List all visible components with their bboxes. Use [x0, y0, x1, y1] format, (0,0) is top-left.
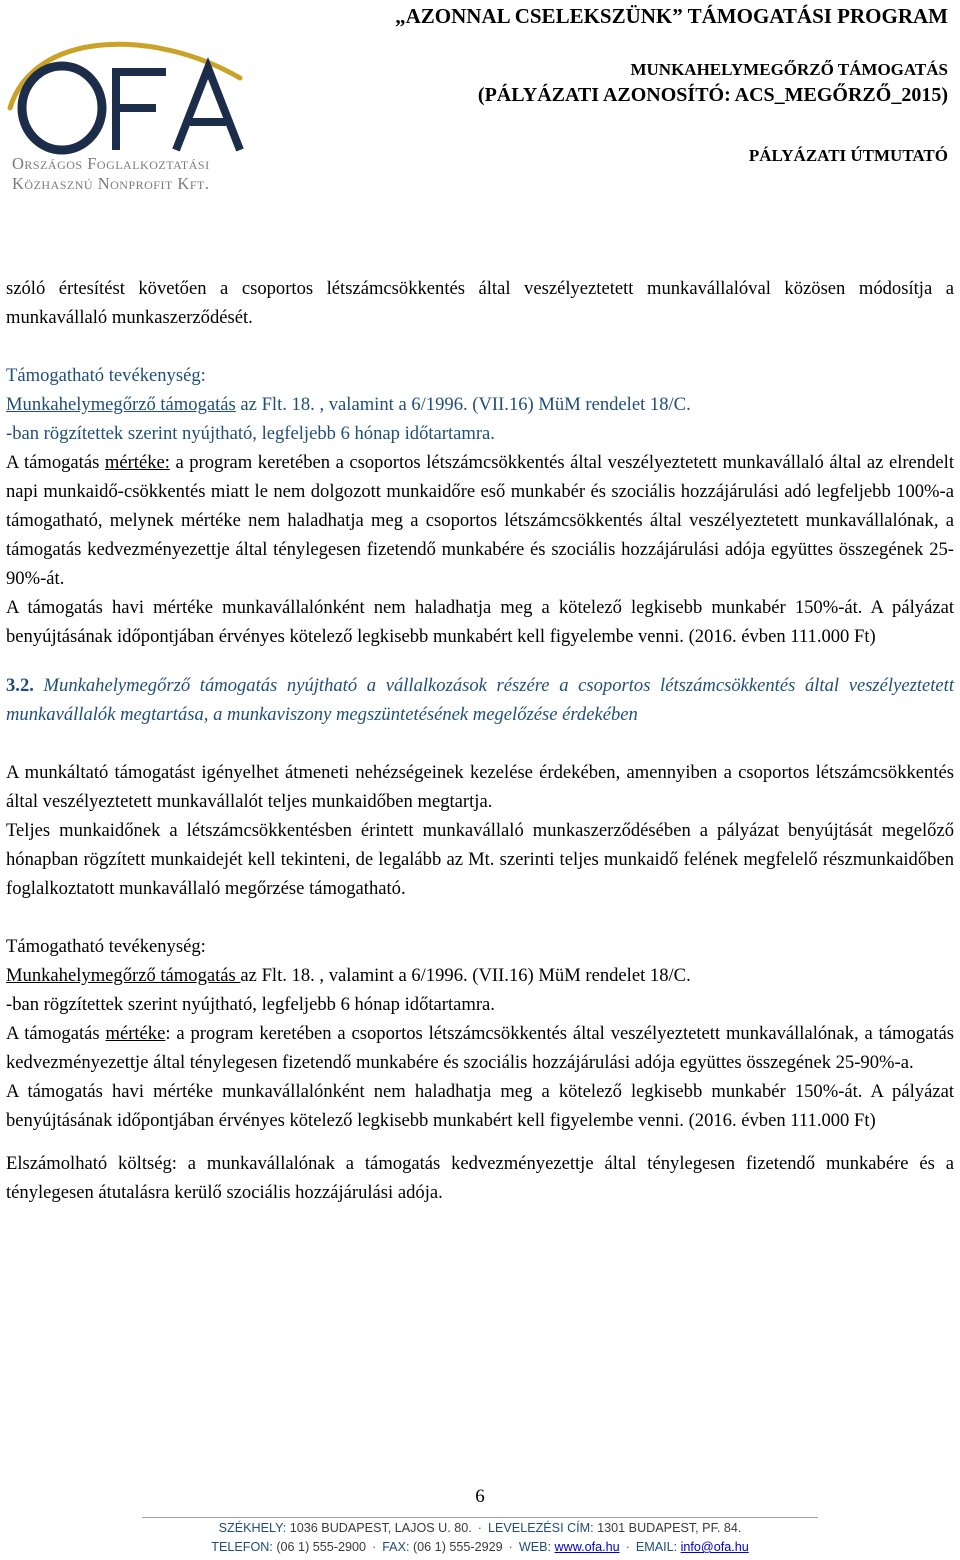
website-link[interactable]: www.ofa.hu	[554, 1540, 620, 1554]
page-number: 6	[475, 1486, 485, 1507]
paragraph: -ban rögzítettek szerint nyújtható, legfeljebb 6 hónap időtartamra.	[6, 423, 495, 444]
ofa-logo	[4, 38, 264, 198]
document-type: PÁLYÁZATI ÚTMUTATÓ	[748, 146, 948, 165]
program-subtitle: MUNKAHELYMEGŐRZŐ TÁMOGATÁS	[630, 60, 948, 79]
activity-link[interactable]: Munkahelymegőrző támogatás	[6, 394, 236, 415]
program-identifier: (PÁLYÁZATI AZONOSÍTÓ: ACS_MEGŐRZŐ_2015)	[477, 84, 948, 106]
section-title: Munkahelymegőrző támogatás nyújtható a vállalkozások részére a csoportos létszámcsökkentés által veszélyeztetett munkavállalók megtartása, a munkaviszony megszüntetésének megelőzése érdekében	[6, 675, 954, 725]
ofa-logo-mark	[4, 38, 254, 156]
paragraph: A támogatás mértéke: a program keretében a csoportos létszámcsökkentés által veszélyeztetett munkavállaló által az elrendelt napi munkaidő-csökkentés miatt le nem dolgozott munkaidőre eső munkabér és szociális hozzájárulási adó legfeljebb 100%-a támogatható, melynek mértéke nem haladhatja meg a csoportos létszámcsökkentés által veszélyeztetett munkavállalónak, a támogatás kedvezményezettje által ténylegesen fizetendő munkabére és szociális hozzájárulási adója együttes összegének 25-90%-át.	[6, 452, 954, 589]
paragraph: Teljes munkaidőnek a létszámcsökkentésben érintett munkavállaló munkaszerződésében a pályázat benyújtását megelőző hónapban rögzített munkaidejét kell tekinteni, de legalább az Mt. szerinti teljes munkaidő felének megfelelő részmunkaidőben foglalkoztatott munkavállaló megőrzése támogatható.	[6, 820, 954, 899]
paragraph: Munkahelymegőrző támogatás az Flt. 18. , valamint a 6/1996. (VII.16) MüM rendelet 18/C.	[6, 394, 691, 415]
program-title: „AZONNAL CSELEKSZÜNK” TÁMOGATÁSI PROGRAM	[395, 4, 948, 28]
activity-label: Támogatható tevékenység:	[6, 936, 206, 957]
activity-link[interactable]: Munkahelymegőrző támogatás	[6, 965, 241, 986]
paragraph: A munkáltató támogatást igényelhet átmeneti nehézségeinek kezelése érdekében, amennyiben a csoportos létszámcsökkentés által veszélyeztetett munkavállalót teljes munkaidőben megtartja.	[6, 762, 954, 812]
paragraph: A támogatás havi mértéke munkavállalónként nem haladhatja meg a kötelező legkisebb munkabér 150%-át. A pályázat benyújtásának időpontjában érvényes kötelező legkisebb munkabért kell figyelembe venni. (2016. évben 111.000 Ft)	[6, 1081, 954, 1131]
section-number: 3.2.	[6, 675, 34, 696]
footer-address-line: SZÉKHELY: 1036 BUDAPEST, LAJOS U. 80. · LEVELEZÉSI CÍM: 1301 BUDAPEST, PF. 84.	[218, 1521, 742, 1535]
email-link[interactable]: info@ofa.hu	[680, 1540, 749, 1554]
paragraph: Munkahelymegőrző támogatás az Flt. 18. , valamint a 6/1996. (VII.16) MüM rendelet 18/C.	[6, 965, 691, 986]
footer-divider	[142, 1517, 818, 1518]
paragraph: A támogatás mértéke: a program keretében a csoportos létszámcsökkentés által veszélyeztetett munkavállalónak, a támogatás kedvezményezettje által ténylegesen fizetendő munkabére és szociális hozzájárulási adója együttes összegének 25-90%-a.	[6, 1023, 954, 1073]
document-body	[6, 274, 954, 1207]
paragraph: A támogatás havi mértéke munkavállalónként nem haladhatja meg a kötelező legkisebb munkabér 150%-át. A pályázat benyújtásának időpontjában érvényes kötelező legkisebb munkabért kell figyelembe venni. (2016. évben 111.000 Ft)	[6, 597, 954, 647]
footer-contact-line: TELEFON: (06 1) 555-2900 · FAX: (06 1) 555-2929 · WEB: www.ofa.hu · EMAIL: info@ofa.hu	[211, 1540, 749, 1554]
paragraph: szóló értesítést követően a csoportos létszámcsökkentés által veszélyeztetett munkavállalóval közösen módosítja a munkavállaló munkaszerződését.	[6, 278, 954, 328]
logo-text-line1: Országos Foglalkoztatási	[12, 154, 210, 173]
paragraph: Elszámolható költség: a munkavállalónak a támogatás kedvezményezettje által ténylegesen fizetendő munkabére és a ténylegesen átutalásra kerülő szociális hozzájárulási adója.	[6, 1153, 954, 1203]
section-heading	[6, 671, 954, 729]
paragraph: -ban rögzítettek szerint nyújtható, legfeljebb 6 hónap időtartamra.	[6, 994, 495, 1015]
activity-label: Támogatható tevékenység:	[6, 365, 206, 386]
logo-text-line2: Közhasznú Nonprofit Kft.	[12, 174, 210, 193]
